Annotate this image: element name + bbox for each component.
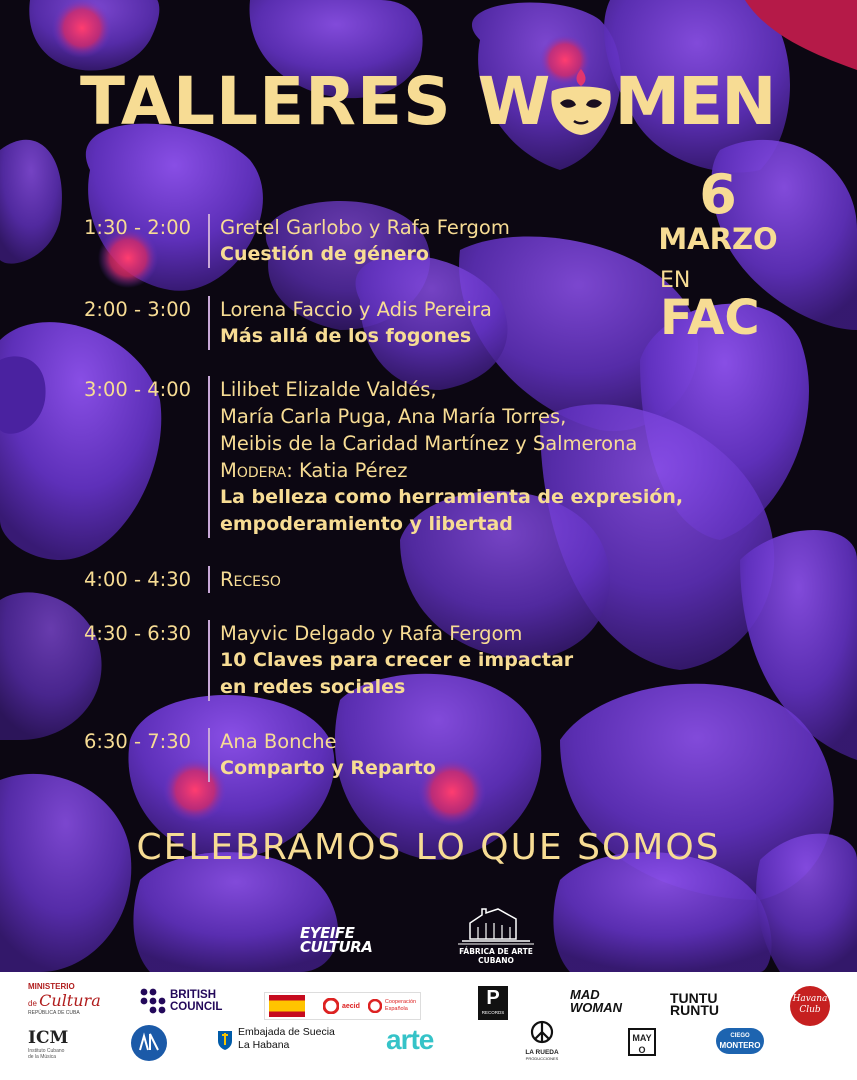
schedule-details: [208, 566, 281, 593]
schedule-item: [84, 376, 683, 538]
speaker-names: Lilibet Elizalde Valdés,: [220, 378, 437, 401]
ciego-montero-logo: [716, 1028, 764, 1054]
schedule-item: [84, 214, 510, 268]
british-line1: BRITISH: [170, 989, 216, 1001]
madwoman-line2: WOMAN: [570, 1000, 622, 1015]
sponsor-strip: [0, 972, 857, 1080]
date-month: MARZO: [658, 222, 778, 256]
british-council-logo: [140, 988, 222, 1014]
tuntu-runtu-logo: [670, 992, 719, 1016]
title-women-w: W: [477, 63, 549, 140]
aecid-logo: [264, 992, 421, 1020]
icm-sub2: de la Música: [28, 1054, 57, 1060]
pm-sub: RECORDS: [481, 1010, 505, 1015]
venue-name: FAC: [660, 290, 760, 346]
british-line2: COUNCIL: [170, 1001, 223, 1013]
suecia-line2: La Habana: [238, 1039, 290, 1051]
moderator-line: [220, 457, 683, 484]
date-day: 6: [699, 163, 737, 226]
event-date: [648, 163, 788, 256]
workshop-topic: 10 Claves para crecer e impactar: [220, 649, 574, 671]
moderator-name: Katia Pérez: [298, 459, 408, 482]
schedule-time: 3:00 - 4:00: [84, 378, 192, 401]
speaker-names: Mayvic Delgado y Rafa Fergom: [220, 622, 523, 645]
montero-line1: CIEGO: [730, 1033, 750, 1039]
workshop-topic: La belleza como herramienta de expresión,: [220, 486, 684, 508]
speaker-names: María Carla Puga, Ana María Torres,: [220, 405, 567, 428]
la-rueda-logo: [522, 1020, 562, 1061]
title-women: [477, 63, 775, 140]
eyeife-line1: EYEIFE: [300, 924, 355, 942]
aecid-label: aecid: [342, 1002, 360, 1010]
schedule-item: [84, 728, 436, 782]
schedule-item: [84, 296, 492, 350]
event-venue: [660, 268, 760, 346]
workshop-topic: en redes sociales: [220, 676, 406, 698]
tuntu-line1: TUNTU: [670, 990, 718, 1006]
mincult-logo: [28, 982, 108, 1016]
eyeife-line2: CULTURA: [300, 938, 373, 956]
icm-label: ICM: [28, 1028, 69, 1048]
pm-records-logo: [478, 986, 508, 1020]
larueda-line1: LA RUEDA: [525, 1049, 559, 1056]
schedule-time: 1:30 - 2:00: [84, 216, 192, 239]
speaker-names: Gretel Garlobo y Rafa Fergom: [220, 216, 510, 239]
schedule-time: 4:00 - 4:30: [84, 568, 192, 591]
workshop-topic: Más allá de los fogones: [220, 325, 472, 347]
pm-letter: P: [486, 987, 500, 1009]
schedule-item: [84, 620, 573, 701]
havana-emblem-logo: [130, 1024, 168, 1067]
schedule-details: [208, 620, 573, 701]
fac-caption: FÁBRICA DE ARTE CUBANO: [459, 947, 533, 965]
spain-flag-icon: [269, 995, 305, 1017]
workshop-topic: Cuestión de género: [220, 243, 429, 265]
schedule-time: 6:30 - 7:30: [84, 730, 192, 753]
break-label: Receso: [220, 568, 281, 591]
speaker-names: Meibis de la Caridad Martínez y Salmerona: [220, 432, 638, 455]
emblem-icon: [130, 1024, 168, 1062]
madwoman-line1: MAD: [570, 987, 600, 1002]
schedule-time: 4:30 - 6:30: [84, 622, 192, 645]
suecia-line1: Embajada de Suecia: [238, 1026, 335, 1038]
tagline: CELEBRAMOS LO QUE SOMOS: [136, 827, 721, 868]
mask-icon: [544, 67, 618, 137]
cooperacion-line2: Española: [384, 1006, 408, 1012]
mincult-script: Cultura: [39, 991, 101, 1010]
speaker-names: Lorena Faccio y Adis Pereira: [220, 298, 492, 321]
mincult-line2: de: [28, 999, 37, 1008]
sweden-embassy-logo: [216, 1026, 335, 1052]
poster-title: [80, 62, 774, 142]
tuntu-line2: RUNTU: [670, 1002, 719, 1018]
schedule-details: [208, 214, 510, 268]
aecid-icon: [323, 998, 339, 1014]
schedule-details: [208, 296, 492, 350]
mayo-logo: MAYO: [628, 1028, 656, 1056]
cooperacion-line1: Cooperación: [384, 999, 417, 1005]
speaker-names: Ana Bonche: [220, 730, 337, 753]
title-women-men: MEN: [614, 63, 775, 140]
schedule-time: 2:00 - 3:00: [84, 298, 192, 321]
eyeife-cultura-logo: [300, 926, 372, 954]
arte-logo: arte: [386, 1024, 434, 1055]
mincult-line2-row: [28, 991, 108, 1010]
havana-club-logo: [790, 986, 830, 1026]
havana-line1: Havana: [792, 994, 828, 1004]
factory-icon: [456, 905, 536, 945]
british-council-dots-icon: [140, 988, 166, 1014]
workshop-topic: Comparto y Reparto: [220, 757, 436, 779]
fac-logo: [450, 905, 542, 965]
havana-line2: Club: [799, 1005, 821, 1015]
workshop-topic: empoderamiento y libertad: [220, 513, 513, 535]
icm-sub1: Instituto Cubano: [28, 1048, 65, 1054]
madwoman-logo: [570, 988, 622, 1014]
cooperacion-icon: [368, 999, 382, 1013]
schedule-details: [208, 376, 683, 538]
mincult-line3: REPÚBLICA DE CUBA: [28, 1010, 80, 1016]
venue-prefix: EN: [660, 268, 691, 293]
montero-line2: MONTERO: [719, 1041, 761, 1050]
icm-logo: [28, 1028, 68, 1060]
mincult-line1: MINISTERIO: [28, 982, 75, 991]
moderator-label: Modera:: [220, 459, 293, 482]
sweden-crest-icon: [216, 1027, 234, 1051]
title-talleres: TALLERES: [80, 63, 452, 140]
schedule-item: [84, 566, 281, 593]
larueda-line2: PRODUCCIONES: [525, 1056, 559, 1061]
peace-icon: [530, 1020, 554, 1044]
schedule-details: [208, 728, 436, 782]
